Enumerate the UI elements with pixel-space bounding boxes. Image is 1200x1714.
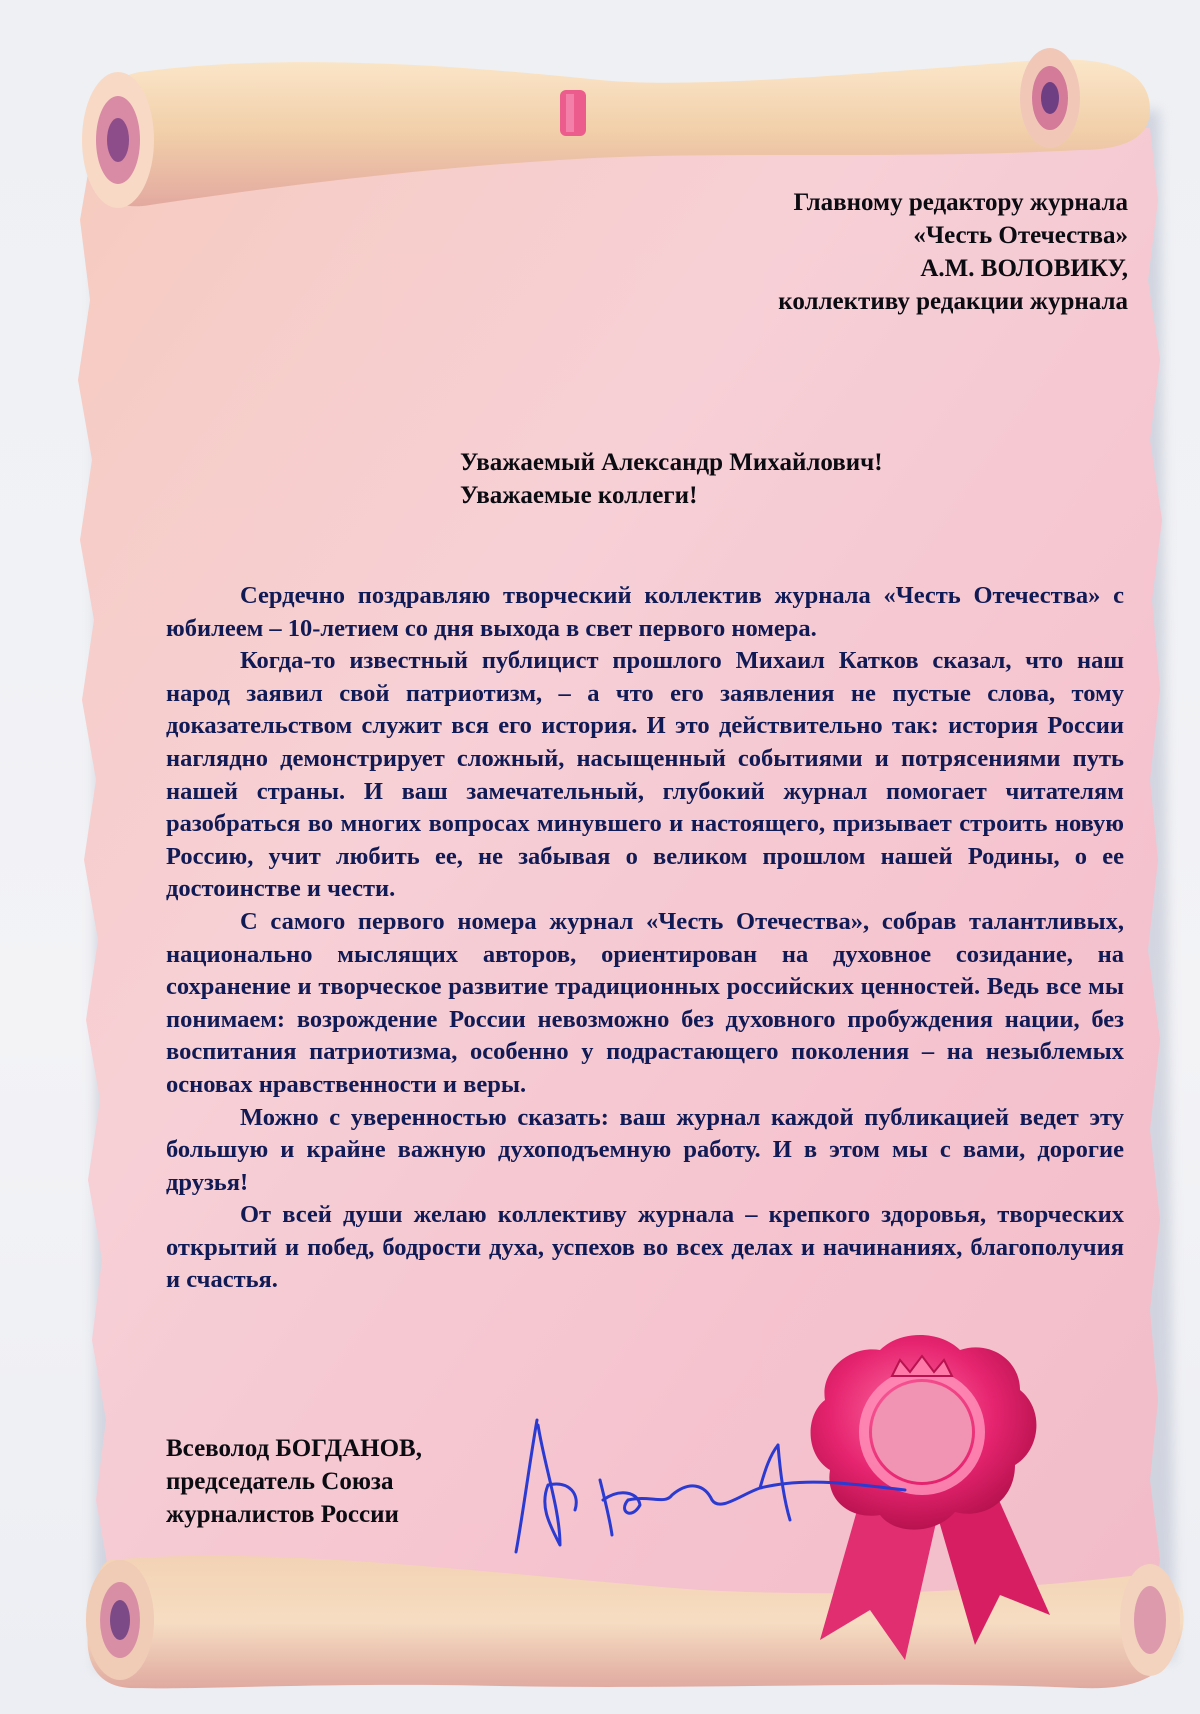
recipient-line: коллективу редакции журнала — [778, 288, 1128, 315]
greeting-line: Уважаемые коллеги! — [460, 482, 698, 509]
recipient-line: «Честь Отечества» — [913, 222, 1128, 249]
body-paragraph: Сердечно поздравляю творческий коллектив журнала «Честь Отечества» с юбилеем – 10-летием со дня выхода в свет первого номера. — [166, 582, 1124, 642]
letter-body — [166, 580, 1124, 1297]
signatory-block — [166, 1432, 506, 1531]
greeting-line: Уважаемый Александр Михайлович! — [460, 449, 883, 476]
body-paragraph: Можно с уверенностью сказать: ваш журнал каждой публикацией ведет эту большую и крайне важную духоподъемную работу. И в этом мы с вами, дорогие друзья! — [166, 1103, 1124, 1196]
body-paragraph: Когда-то известный публицист прошлого Михаил Катков сказал, что наш народ заявил свой патриотизм, – а что его заявления не пустые слова, тому доказательством служит вся его история. И это действительно так: история России наглядно демонстрирует сложный, насыщенный событиями и потрясениями путь нашей страны. И ваш замечательный, глубокий журнал помогает читателям разобраться во многих вопросах минувшего и настоящего, призывает строить новую Россию, учит любить ее, не забывая о великом прошлом нашей Родины, о ее достоинстве и чести. — [166, 647, 1124, 903]
greeting-block — [460, 446, 1020, 512]
recipient-line: Главному редактору журнала — [793, 189, 1128, 216]
body-paragraph: От всей души желаю коллективу журнала – крепкого здоровья, творческих открытий и побед, бодрости духа, успехов во всех делах и начинаниях, благополучия и счастья. — [166, 1201, 1124, 1294]
signatory-name: Всеволод БОГДАНОВ, — [166, 1435, 422, 1462]
recipient-block — [568, 186, 1128, 318]
recipient-name: А.М. ВОЛОВИКУ, — [920, 255, 1128, 282]
body-paragraph: С самого первого номера журнал «Честь Отечества», собрав талантливых, национально мыслящих авторов, ориентирован на духовное созидание, на сохранение и творческое развитие традиционных российских ценностей. Ведь все мы понимаем: возрождение России невозможно без духовного пробуждения нации, без воспитания патриотизма, особенно у подрастающего поколения – на незыблемых основах нравственности и веры. — [166, 907, 1124, 1098]
signatory-title: председатель Союза — [166, 1468, 394, 1495]
signatory-title: журналистов России — [166, 1501, 399, 1528]
